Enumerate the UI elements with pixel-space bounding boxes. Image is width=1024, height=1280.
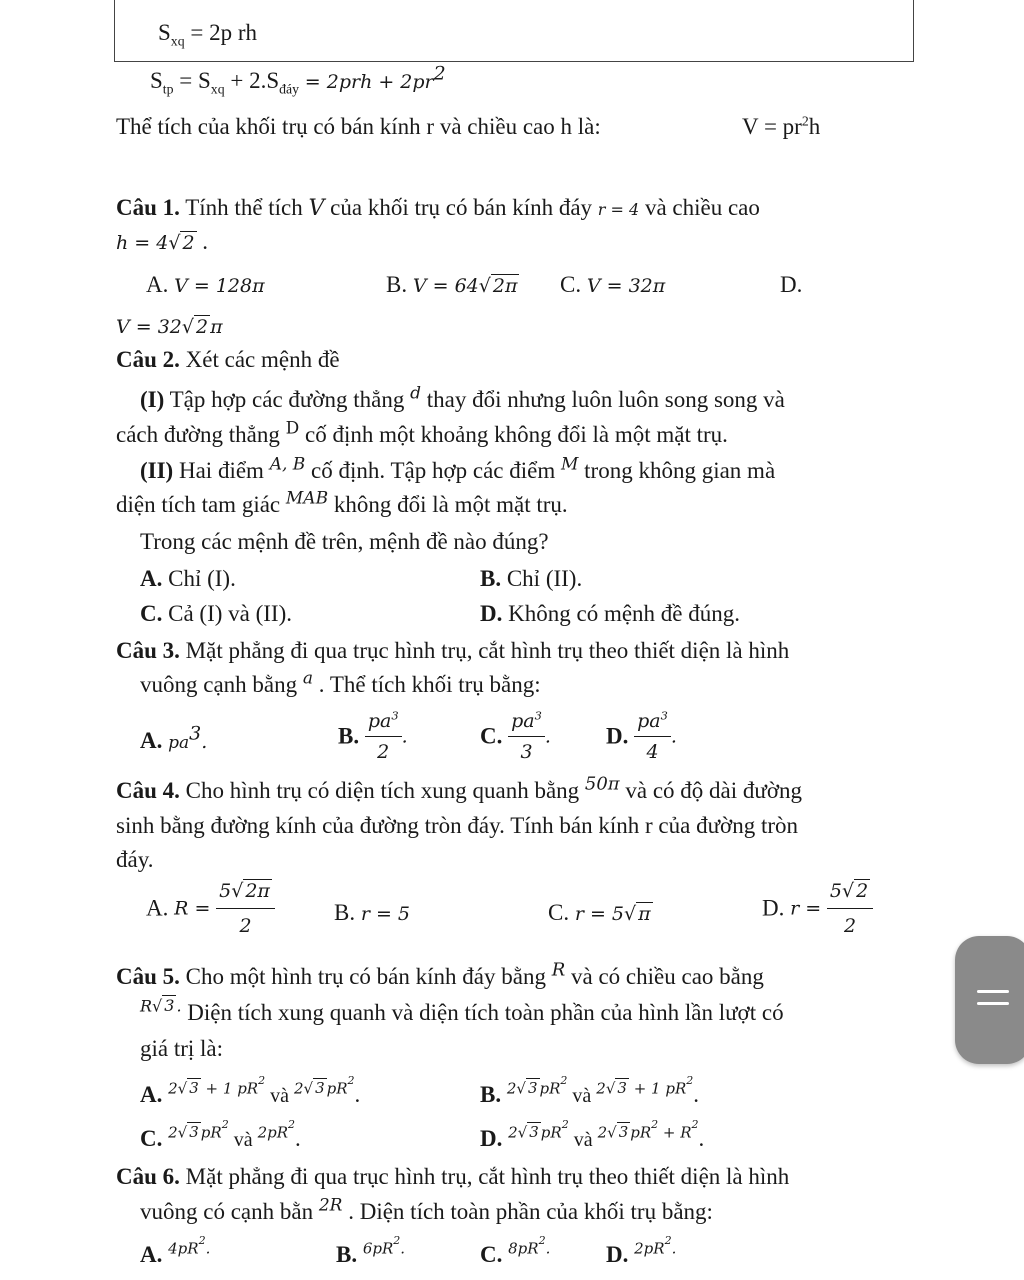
q5-option-c[interactable]: C. $^{2√}$ $^3$ $^{pR2}$ và $^{2pR2}$.	[140, 1118, 301, 1151]
q6-option-a[interactable]	[140, 1234, 211, 1270]
q5-h-rad: 3	[164, 996, 175, 1016]
q2-c-text: Cả (I) và (II).	[162, 601, 292, 626]
q5-c-expr1-pre: 2	[168, 1123, 178, 1142]
q4-c-pre: r = 5	[574, 903, 625, 925]
q3-d-exp: 3	[660, 708, 668, 723]
q6-b-val: 6pR	[362, 1239, 394, 1258]
q5-d-expr2-tail: + R	[658, 1123, 692, 1142]
q3-c-exp: 3	[534, 708, 542, 723]
q5-label: Câu 5.	[116, 964, 180, 989]
q4-line2: sinh bằng đường kính của đường tròn đáy. Tính bán kính r của đường tròn	[116, 813, 799, 838]
q5-option-d[interactable]: D. $^{2√}$ $^3$ $^{pR2}$ và $^{2√}$ $^3$ $^{pR2}$ $^{+ R2}$.	[480, 1118, 705, 1151]
q5-line3: giá trị là:	[140, 1036, 224, 1061]
q5-stem-line3	[140, 1034, 223, 1064]
q3-stem	[116, 636, 789, 666]
q5-d-expr1-rad: 3	[529, 1123, 539, 1142]
q5-a-expr1-post: + 1 pR	[200, 1079, 259, 1098]
q6-c-val: 8pR	[508, 1239, 539, 1258]
q6-stem-line2	[140, 1197, 713, 1227]
q3-option-a[interactable]	[140, 722, 208, 758]
q6-a-val: 4pR	[168, 1239, 199, 1258]
sxq-symbol: S	[158, 20, 171, 45]
q5-c-expr1-rad: 3	[189, 1123, 199, 1142]
q5-h-end: .	[176, 996, 182, 1016]
q5-d-dot: .	[698, 1126, 705, 1151]
q2-statement-ii-line2	[116, 490, 568, 520]
q3-d-label: D.	[606, 723, 629, 749]
q3-line2-a: vuông cạnh bằng	[140, 672, 303, 697]
q5-line1-a: Cho một hình trụ có bán kính đáy bằng	[179, 964, 552, 989]
q4-option-a[interactable]	[146, 876, 275, 941]
q6-d-val: 2pR	[634, 1239, 665, 1258]
q3-c-fraction	[508, 708, 545, 765]
q5-d-exp3: 2	[691, 1118, 699, 1131]
q3-line1: Mặt phẳng đi qua trục hình trụ, cắt hình trụ theo thiết diện là hình	[179, 638, 790, 663]
drag-bar-icon	[977, 1002, 1009, 1005]
volume-exp: 2	[801, 113, 809, 129]
q1-h-line: h = 4√ 2 .	[116, 229, 209, 254]
q5-d-exp2: 2	[651, 1118, 659, 1131]
stp-symbol: S	[150, 68, 163, 93]
q5-option-a[interactable]: A. $^{2√}$ $^3$ $^{+ 1 pR2}$ và $^{2√}$ $^3$ $^{pR2}$.	[140, 1074, 361, 1107]
q5-a-label: A.	[140, 1082, 163, 1107]
formula-sxq	[158, 18, 257, 48]
q2-option-b[interactable]	[480, 564, 582, 594]
q3-c-dot: .	[544, 725, 551, 748]
q2-ii-line2-b: không đổi là một mặt trụ.	[328, 492, 568, 517]
q5-b-expr2-post: + 1 pR	[628, 1079, 687, 1098]
q1-label: Câu 1.	[116, 195, 180, 220]
q2-option-d[interactable]	[480, 599, 740, 629]
q3-d-num: pa	[637, 710, 661, 732]
q1-d-label: D.	[780, 272, 803, 297]
q6-label: Câu 6.	[116, 1164, 180, 1189]
q5-c-label: C.	[140, 1126, 163, 1151]
volume-h: h	[808, 114, 821, 139]
q2-label: Câu 2.	[116, 347, 180, 372]
drag-bar-icon	[977, 990, 1009, 993]
q4-a-fraction: $\frac{5√ 2\pi}{2}$	[216, 876, 275, 941]
q1-d-rad: 2	[196, 316, 209, 338]
stp-mid-sub: xq	[210, 81, 225, 97]
volume-text: Thể tích của khối trụ có bán kính r và chiều cao h là:	[116, 114, 601, 139]
q1-h-expr: h = 4	[116, 232, 169, 254]
q5-stem-line2: $^{R√}$ $^3$ . Diện tích xung quanh và diện tích toàn phần của hình lần lượt có	[140, 996, 784, 1025]
q6-c-label: C.	[480, 1242, 503, 1267]
q4-line3: đáy.	[116, 847, 154, 872]
q3-b-den: 2	[377, 741, 390, 763]
q5-b-exp1: 2	[560, 1074, 568, 1087]
q2-i-var-D: D	[285, 418, 300, 439]
q2-b-text: Chỉ (II).	[501, 566, 583, 591]
q3-c-num: pa	[511, 710, 535, 732]
q2-option-a[interactable]	[140, 564, 236, 594]
q1-c-val: V = 32π	[586, 275, 666, 297]
q2-i-line2-b: cố định một khoảng không đổi là một mặt trụ.	[299, 422, 728, 447]
stp-exp: 2	[433, 62, 446, 85]
q6-a-dot: .	[205, 1239, 211, 1258]
volume-formula	[742, 112, 820, 142]
q6-b-label: B.	[336, 1242, 358, 1267]
q1-a-val: V = 128π	[174, 275, 265, 297]
q4-label: Câu 4.	[116, 778, 180, 803]
q6-line2-a: vuông có cạnh bằn	[140, 1199, 319, 1224]
q1-c-label: C.	[560, 272, 582, 297]
q6-line2-b: . Diện tích toàn phần của khối trụ bằng:	[342, 1199, 713, 1224]
q1-r-expr: r = 4	[597, 200, 640, 219]
q4-a-num-rad: 2π	[245, 880, 270, 902]
q3-b-num: pa	[367, 710, 392, 732]
q3-label: Câu 3.	[116, 638, 180, 663]
q2-d-label: D.	[480, 601, 503, 626]
q3-c-den: 3	[520, 741, 533, 763]
q6-d-label: D.	[606, 1242, 629, 1267]
q3-b-label: B.	[338, 723, 360, 749]
sxq-rhs: = 2p rh	[190, 20, 257, 45]
q1-option-d[interactable]	[780, 270, 802, 300]
q1-text-a: Tính thể tích	[179, 195, 309, 220]
q2-ii-text-c: trong không gian mà	[578, 458, 776, 483]
q3-a-label: A.	[140, 728, 163, 753]
q4-d-label: D.	[762, 895, 785, 921]
q3-a-val: pa	[168, 733, 190, 753]
q6-stem	[116, 1162, 789, 1192]
q5-var-r: R	[551, 959, 566, 981]
stp-rhs: = 2prh + 2pr	[304, 71, 434, 93]
q5-b-and: và	[567, 1085, 597, 1107]
stp-plus: + 2.S	[224, 68, 280, 93]
q2-ii-line2-a: diện tích tam giác	[116, 492, 286, 517]
q2-b-label: B.	[480, 566, 502, 591]
q4-val-50pi: 50π	[584, 773, 620, 795]
q4-option-c[interactable]: C. r = 5√ π	[548, 900, 651, 925]
q2-a-label: A.	[140, 566, 163, 591]
q1-b-pre: V = 64	[412, 275, 479, 297]
q5-c-expr1-post: pR	[200, 1123, 222, 1142]
q1-b-label: B.	[386, 272, 408, 297]
q2-ii-text-a: Hai điểm	[173, 458, 270, 483]
q4-line1-a: Cho hình trụ có diện tích xung quanh bằng	[179, 778, 585, 803]
q2-intro: Xét các mệnh đề	[179, 347, 340, 372]
q5-c-exp1: 2	[221, 1118, 229, 1131]
sxq-sub: xq	[170, 33, 185, 49]
q4-line1-b: và có độ dài đường	[619, 778, 803, 803]
q5-b-label: B.	[480, 1082, 502, 1107]
q5-d-expr2-rad: 3	[618, 1123, 629, 1142]
q4-d-num-pre: 5	[829, 880, 843, 902]
q4-stem	[116, 773, 803, 806]
q2-ii-text-b: cố định. Tập hợp các điểm	[305, 458, 561, 483]
q5-b-expr1-post: pR	[539, 1079, 561, 1098]
q5-a-expr2-post: pR	[326, 1079, 348, 1098]
q1-option-a[interactable]	[146, 270, 265, 301]
q2-option-c[interactable]	[140, 599, 292, 629]
q3-option-b[interactable]	[338, 708, 408, 765]
q3-option-d[interactable]	[606, 708, 677, 765]
q3-c-label: C.	[480, 723, 503, 749]
stp-sub: tp	[162, 81, 174, 97]
q5-a-expr2-pre: 2	[293, 1079, 304, 1098]
q2-statement-i	[140, 385, 785, 415]
q5-a-exp2: 2	[347, 1074, 355, 1087]
q2-ii-label: (II)	[140, 458, 174, 483]
stp-day-sub: đáy	[279, 81, 300, 97]
q5-a-expr1-pre: 2	[168, 1079, 178, 1098]
q5-d-label: D.	[480, 1126, 503, 1151]
q4-option-d[interactable]	[762, 876, 873, 941]
q5-stem	[116, 959, 764, 992]
q4-b-label: B.	[334, 900, 356, 925]
q2-ii-var-ab: A, B	[269, 454, 306, 475]
q2-statement-ii	[140, 456, 775, 486]
formula-stp	[150, 62, 446, 97]
volume-lhs: V = pr	[742, 114, 802, 139]
q6-c-dot: .	[545, 1239, 551, 1258]
q3-stem-line2	[140, 670, 541, 700]
q1-d-pre: V = 32	[116, 316, 182, 338]
q5-a-expr2-rad: 3	[315, 1079, 325, 1098]
q1-option-b[interactable]: B. V = 64√ 2π	[386, 272, 518, 297]
q3-line2-b: . Thể tích khối trụ bằng:	[313, 672, 541, 697]
q1-option-c[interactable]	[560, 270, 665, 301]
q5-a-and: và	[265, 1085, 294, 1107]
q5-d-expr2-pre: 2	[597, 1123, 608, 1142]
q5-c-and: và	[228, 1129, 258, 1151]
q1-stem	[116, 193, 760, 225]
q3-d-dot: .	[670, 725, 677, 748]
q1-var-v: V	[308, 196, 325, 221]
q6-d-exp: 2	[664, 1234, 672, 1247]
q4-d-pre: r =	[790, 897, 822, 920]
q4-a-pre: R =	[174, 897, 211, 920]
q1-d-end: π	[210, 316, 223, 338]
scroll-handle[interactable]	[955, 936, 1024, 1064]
q4-c-label: C.	[548, 900, 570, 925]
q3-a-exp: 3	[189, 722, 202, 745]
q3-b-dot: .	[401, 725, 408, 748]
q3-a-end: .	[201, 731, 208, 753]
q2-i-text-b: thay đổi nhưng luôn luôn song song và	[421, 387, 785, 412]
q6-b-exp: 2	[393, 1234, 401, 1247]
volume-line	[116, 112, 601, 142]
q5-d-exp1: 2	[561, 1118, 569, 1131]
q5-c-exp2: 2	[288, 1118, 296, 1131]
q6-b-dot: .	[400, 1239, 406, 1258]
q4-b-val: r = 5	[360, 903, 411, 925]
q3-b-exp: 3	[391, 708, 399, 723]
q2-stem	[116, 345, 340, 375]
q5-line2: Diện tích xung quanh và diện tích toàn phần của hình lần lượt có	[181, 1000, 784, 1025]
q1-b-rad: 2π	[492, 275, 518, 297]
q2-i-var-d: d	[410, 383, 422, 404]
q2-d-text: Không có mệnh đề đúng.	[502, 601, 741, 626]
q5-c-expr2: 2pR	[257, 1123, 289, 1142]
q2-ii-var-m: M	[560, 454, 579, 475]
q2-i-label: (I)	[140, 387, 165, 412]
stp-mid: = S	[173, 68, 211, 93]
q4-a-label: A.	[146, 895, 169, 921]
q1-text-c: và chiều cao	[639, 195, 760, 220]
q4-a-den: 2	[239, 915, 252, 937]
q6-c-exp: 2	[538, 1234, 546, 1247]
q4-c-rad: π	[638, 903, 651, 925]
q2-question-text: Trong các mệnh đề trên, mệnh đề nào đúng?	[140, 529, 549, 554]
q5-option-b[interactable]: B. $^{2√}$ $^3$ $^{pR2}$ và $^{2√}$ $^3$ $^{+ 1 pR2}$.	[480, 1074, 700, 1107]
q2-i-text-a: Tập hợp các đường thẳng	[164, 387, 411, 412]
q4-d-den: 2	[844, 915, 857, 937]
q4-d-num-rad: 2	[856, 880, 869, 902]
q2-statement-i-line2	[116, 420, 728, 450]
q5-a-expr1-rad: 3	[189, 1079, 199, 1098]
q6-d-dot: .	[671, 1239, 677, 1258]
q3-d-den: 4	[646, 741, 659, 763]
q1-a-label: A.	[146, 272, 169, 297]
q5-line1-b: và có chiều cao bằng	[565, 964, 764, 989]
q5-a-dot: .	[354, 1082, 361, 1107]
q4-stem-line2	[116, 811, 798, 841]
q4-d-fraction: $\frac{5√ 2}{2}$	[827, 876, 873, 941]
q5-b-exp2: 2	[686, 1074, 694, 1087]
q6-var-2r: 2R	[318, 1195, 343, 1216]
q5-d-expr1-post: pR	[540, 1123, 562, 1142]
q5-b-dot: .	[693, 1082, 700, 1107]
q5-d-and: và	[568, 1129, 598, 1151]
q1-text-b: của khối trụ có bán kính đáy	[324, 195, 598, 220]
q4-a-num-pre: 5	[219, 880, 232, 902]
q2-i-line2-a: cách đường thẳng	[116, 422, 286, 447]
q5-b-expr2-pre: 2	[596, 1079, 606, 1098]
q5-b-expr1-pre: 2	[506, 1079, 517, 1098]
q6-a-exp: 2	[198, 1234, 206, 1247]
q5-b-expr2-rad: 3	[617, 1079, 627, 1098]
q3-option-c[interactable]	[480, 708, 551, 765]
q1-option-d-value: V = 32√ 2 π	[116, 316, 223, 338]
q1-h-rad: 2	[182, 232, 195, 254]
q3-b-fraction	[365, 708, 402, 765]
q2-question	[140, 527, 549, 557]
q5-d-expr1-pre: 2	[508, 1123, 518, 1142]
q5-a-exp1: 2	[258, 1074, 266, 1087]
q3-d-fraction	[634, 708, 671, 765]
q2-a-text: Chỉ (I).	[162, 566, 236, 591]
q6-line1: Mặt phẳng đi qua trục hình trụ, cắt hình trụ theo thiết diện là hình	[179, 1164, 790, 1189]
q6-option-d[interactable]	[606, 1234, 677, 1270]
q5-b-expr1-rad: 3	[527, 1079, 538, 1098]
q5-d-expr2-post: pR	[630, 1123, 652, 1142]
q4-stem-line3	[116, 845, 153, 875]
q5-h-pre: R	[140, 996, 153, 1016]
q2-c-label: C.	[140, 601, 163, 626]
q6-a-label: A.	[140, 1242, 163, 1267]
q5-c-dot: .	[295, 1126, 301, 1151]
q4-option-b[interactable]	[334, 898, 410, 929]
q3-var-a: a	[302, 668, 314, 689]
q6-option-b[interactable]	[336, 1234, 406, 1270]
q6-option-c[interactable]	[480, 1234, 551, 1270]
q2-ii-var-mab: MAB	[285, 488, 329, 509]
q1-h-end: .	[196, 229, 209, 254]
